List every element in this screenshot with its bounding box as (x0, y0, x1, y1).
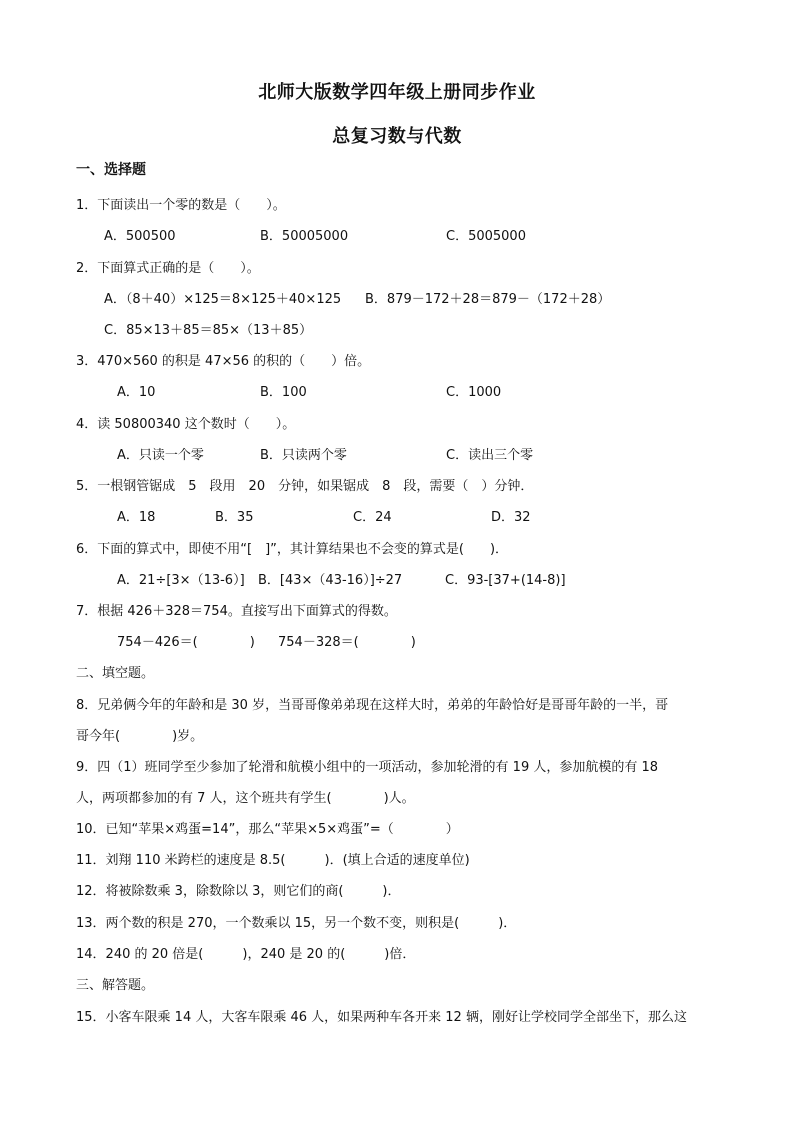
question-8-line-1: 8．兄弟俩今年的年龄和是 30 岁，当哥哥像弟弟现在这样大时，弟弟的年龄恰好是哥哥年龄的一半，哥 (76, 698, 669, 713)
question-10: 10．已知“苹果×鸡蛋=14”，那么“苹果×5×鸡蛋”=（ ） (76, 822, 459, 837)
question-5-option-c: C．24 (353, 510, 392, 525)
question-15: 15．小客车限乘 14 人，大客车限乘 46 人，如果两种车各开来 12 辆，刚好让学校同学全部坐下，那么这 (76, 1010, 687, 1025)
question-8-line-2: 哥今年( )岁。 (76, 729, 204, 744)
question-2-option-a: A．（8＋40）×125＝8×125＋40×125 (104, 292, 342, 307)
question-7-expression-1: 754－426＝( ) (117, 635, 255, 650)
question-5-option-d: D．32 (491, 510, 531, 525)
question-5-option-b: B．35 (215, 510, 254, 525)
question-12: 12．将被除数乘 3，除数除以 3，则它们的商( )． (76, 884, 401, 899)
question-1-option-b: B．50005000 (260, 229, 349, 244)
question-4-option-b: B．只读两个零 (260, 448, 347, 463)
question-14: 14．240 的 20 倍是( )，240 是 20 的( )倍． (76, 947, 416, 962)
question-13: 13．两个数的积是 270，一个数乘以 15，另一个数不变，则积是( )． (76, 916, 517, 931)
question-9-line-1: 9．四（1）班同学至少参加了轮滑和航模小组中的一项活动，参加轮滑的有 19 人，参加航模的有 18 (76, 760, 659, 775)
question-6-option-b: B．[43×（43-16）]÷27 (258, 573, 403, 588)
question-5-option-a: A．18 (117, 510, 156, 525)
question-2-option-c: C．85×13＋85＝85×（13＋85） (104, 323, 313, 338)
question-6: 6．下面的算式中，即使不用“[ ]”，其计算结果也不会变的算式是( )． (76, 542, 509, 557)
question-4-option-a: A．只读一个零 (117, 448, 204, 463)
document-title: 北师大版数学四年级上册同步作业 (258, 82, 536, 103)
question-1-option-a: A．500500 (104, 229, 176, 244)
question-6-option-c: C．93-[37+(14-8)] (445, 573, 566, 588)
question-3-option-b: B．100 (260, 385, 307, 400)
question-7-expression-2: 754－328＝( ) (278, 635, 416, 650)
question-11: 11．刘翔 110 米跨栏的速度是 8.5( )．(填上合适的速度单位) (76, 853, 470, 868)
question-6-option-a: A．21÷[3×（13-6）] (117, 573, 245, 588)
question-1: 1．下面读出一个零的数是（ ）。 (76, 198, 286, 213)
question-1-option-c: C．5005000 (446, 229, 526, 244)
question-3-option-a: A．10 (117, 385, 156, 400)
question-3-option-c: C．1000 (446, 385, 502, 400)
question-9-line-2: 人，两项都参加的有 7 人，这个班共有学生( )人。 (76, 791, 415, 806)
question-4-option-c: C．读出三个零 (446, 448, 534, 463)
question-7: 7．根据 426＋328＝754。直接写出下面算式的得数。 (76, 604, 397, 619)
question-2: 2．下面算式正确的是（ ）。 (76, 261, 260, 276)
question-5: 5．一根钢管锯成 5 段用 20 分钟，如果锯成 8 段，需要（ ）分钟． (76, 479, 534, 494)
section-heading-fill: 二、填空题。 (76, 666, 155, 681)
section-heading-solve: 三、解答题。 (76, 978, 155, 993)
question-4: 4．读 50800340 这个数时（ ）。 (76, 417, 296, 432)
section-heading-choice: 一、选择题 (76, 162, 146, 178)
question-2-option-b: B．879－172＋28＝879－（172＋28） (365, 292, 611, 307)
document-subtitle: 总复习数与代数 (332, 126, 462, 147)
question-3: 3．470×560 的积是 47×56 的积的（ ）倍。 (76, 354, 371, 369)
